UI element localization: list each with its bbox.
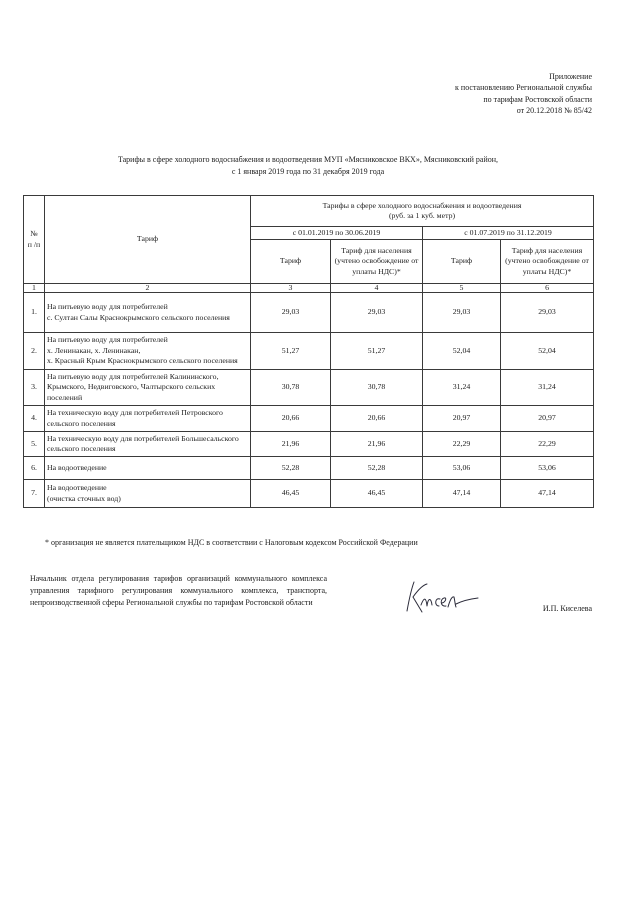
table-row <box>24 457 594 480</box>
table-row <box>24 432 594 457</box>
row-number: 3. <box>24 370 45 406</box>
signatory-position-line: непроизводственной сферы Региональной службы по тарифам Ростовской области <box>30 598 313 607</box>
row-value: 51,27 <box>251 333 331 370</box>
row-value: 20,97 <box>423 406 501 432</box>
row-value: 52,04 <box>501 333 594 370</box>
column-number: 3 <box>251 284 331 293</box>
subheader-tariff: Тариф <box>423 240 501 284</box>
vat-footnote: * организация не является плательщиком НДС в соответствии с Налоговым кодексом Российской Федерации <box>45 538 418 547</box>
appendix-note <box>455 71 592 117</box>
handwritten-signature <box>398 578 480 620</box>
row-value: 31,24 <box>423 370 501 406</box>
row-value: 30,78 <box>331 370 423 406</box>
row-number: 7. <box>24 480 45 508</box>
row-value: 22,29 <box>423 432 501 457</box>
row-value: 20,66 <box>251 406 331 432</box>
row-tariff-name: На техническую воду для потребителей Петровского сельского поселения <box>45 406 251 432</box>
row-value: 21,96 <box>331 432 423 457</box>
row-value: 29,03 <box>501 293 594 333</box>
row-tariff-name: На питьевую воду для потребителей х. Ленинакан, х. Ленинакан, х. Красный Крым Краснокрымского сельского поселения <box>45 333 251 370</box>
row-value: 29,03 <box>251 293 331 333</box>
row-value: 20,97 <box>501 406 594 432</box>
header-number: № п /п <box>24 196 45 284</box>
row-number: 5. <box>24 432 45 457</box>
signatory-position-line: Начальник отдела регулирования тарифов организаций коммунального комплекса <box>30 574 327 583</box>
row-value: 31,24 <box>501 370 594 406</box>
row-value: 22,29 <box>501 432 594 457</box>
appendix-note-line: к постановлению Региональной службы <box>455 83 592 93</box>
row-value: 51,27 <box>331 333 423 370</box>
subheader-tariff: Тариф <box>251 240 331 284</box>
header-period-first-half: с 01.01.2019 по 30.06.2019 <box>251 227 423 240</box>
signatory-position <box>30 573 327 609</box>
row-number: 4. <box>24 406 45 432</box>
row-value: 46,45 <box>331 480 423 508</box>
table-row <box>24 370 594 406</box>
row-value: 53,06 <box>501 457 594 480</box>
subheader-population-tariff: Тариф для населения (учтено освобождение от уплаты НДС)* <box>501 240 594 284</box>
subheader-population-tariff: Тариф для населения (учтено освобождение от уплаты НДС)* <box>331 240 423 284</box>
appendix-note-line: Приложение <box>549 72 592 81</box>
row-tariff-name: На водоотведение <box>45 457 251 480</box>
appendix-note-line: по тарифам Ростовской области <box>483 94 592 104</box>
row-value: 30,78 <box>251 370 331 406</box>
row-value: 52,28 <box>331 457 423 480</box>
row-number: 2. <box>24 333 45 370</box>
document-title <box>23 154 593 178</box>
row-value: 52,28 <box>251 457 331 480</box>
tariff-table <box>23 195 594 508</box>
table-row <box>24 480 594 508</box>
header-tariff: Тариф <box>45 196 251 284</box>
row-value: 46,45 <box>251 480 331 508</box>
table-row <box>24 293 594 333</box>
row-number: 1. <box>24 293 45 333</box>
signatory-name: И.П. Киселева <box>542 604 592 613</box>
row-number: 6. <box>24 457 45 480</box>
row-tariff-name: На питьевую воду для потребителей Калининского, Крымского, Недвиговского, Чалтырского сельских поселений <box>45 370 251 406</box>
document-title-line: с 1 января 2019 года по 31 декабря 2019 года <box>231 167 385 176</box>
column-number: 5 <box>423 284 501 293</box>
column-number: 2 <box>45 284 251 293</box>
header-period-second-half: с 01.07.2019 по 31.12.2019 <box>423 227 594 240</box>
row-tariff-name: На питьевую воду для потребителей с. Султан Салы Краснокрымского сельского поселения <box>45 293 251 333</box>
row-value: 47,14 <box>501 480 594 508</box>
header-tariff-group: Тарифы в сфере холодного водоснабжения и водоотведения (руб. за 1 куб. метр) <box>251 196 594 227</box>
row-value: 52,04 <box>423 333 501 370</box>
row-value: 53,06 <box>423 457 501 480</box>
column-number: 1 <box>24 284 45 293</box>
signatory-position-line: управления тарифного регулирования коммунального комплекса, транспорта, <box>30 586 327 595</box>
row-tariff-name: На водоотведение (очистка сточных вод) <box>45 480 251 508</box>
table-header-row <box>24 196 594 227</box>
table-row <box>24 333 594 370</box>
table-row <box>24 406 594 432</box>
document-title-line: Тарифы в сфере холодного водоснабжения и водоотведения МУП «Мясниковское ВКХ», Мясниковский район, <box>117 155 499 164</box>
column-number: 4 <box>331 284 423 293</box>
appendix-note-line: от 20.12.2018 № 85/42 <box>516 106 592 116</box>
row-value: 20,66 <box>331 406 423 432</box>
row-value: 21,96 <box>251 432 331 457</box>
column-numbers-row <box>24 284 594 293</box>
row-value: 29,03 <box>331 293 423 333</box>
column-number: 6 <box>501 284 594 293</box>
row-value: 47,14 <box>423 480 501 508</box>
row-value: 29,03 <box>423 293 501 333</box>
row-tariff-name: На техническую воду для потребителей Большесальского сельского поселения <box>45 432 251 457</box>
